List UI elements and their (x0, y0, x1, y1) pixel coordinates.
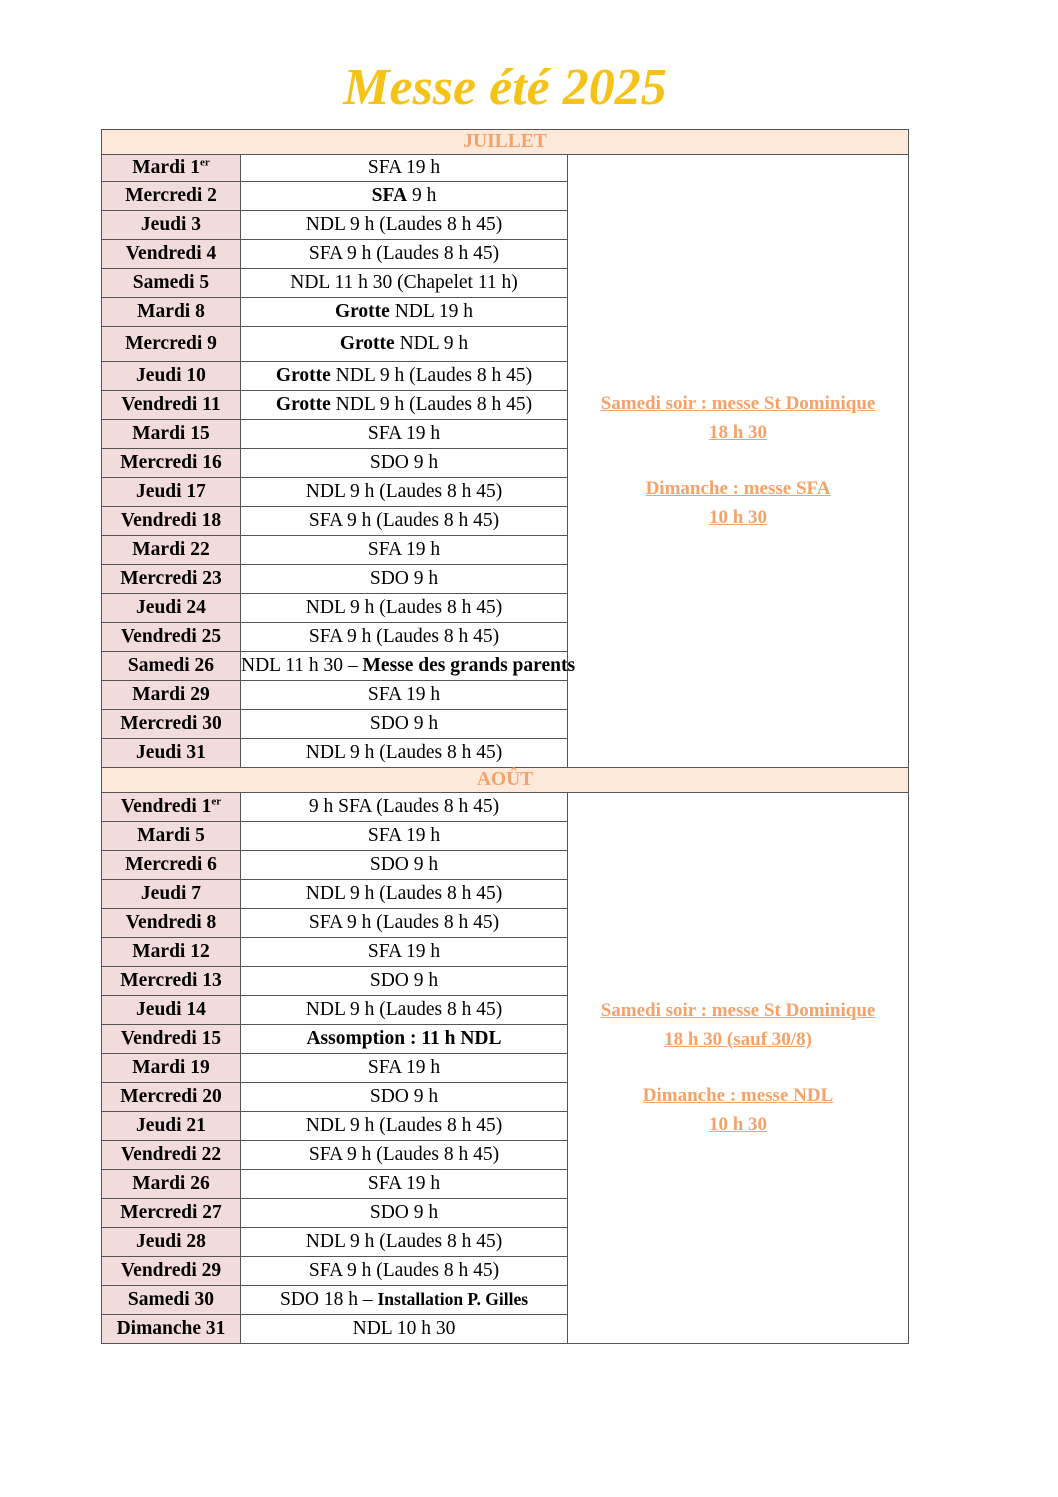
day-label: Jeudi 3 (140, 214, 202, 235)
saturday-mass-label: Samedi soir : messe St Dominique (600, 1000, 876, 1021)
mass-details: SDO 9 h (369, 568, 439, 589)
mass-details: SFA 9 h (Laudes 8 h 45) (308, 626, 500, 647)
mass-details: NDL 11 h 30 – (241, 655, 363, 676)
mass-cell (241, 507, 568, 536)
month-header-row (102, 768, 909, 793)
mass-details: NDL 9 h (Laudes 8 h 45) (305, 742, 503, 763)
mass-details: NDL 9 h (Laudes 8 h 45) (305, 999, 503, 1020)
mass-cell (241, 880, 568, 909)
day-label: Mercredi 23 (120, 568, 222, 589)
day-label: Vendredi 11 (121, 394, 221, 415)
mass-cell (241, 327, 568, 362)
mass-schedule-table (101, 129, 909, 1344)
day-label: Vendredi 4 (125, 243, 217, 264)
mass-details: NDL 9 h (Laudes 8 h 45) (305, 1231, 503, 1252)
month-header-row (102, 130, 909, 155)
mass-details: SFA 19 h (367, 684, 441, 705)
day-label: Mardi 26 (132, 1173, 210, 1194)
mass-highlight: Grotte (275, 394, 331, 415)
day-label: Mercredi 2 (125, 185, 217, 206)
mass-details: SDO 18 h – (279, 1289, 378, 1310)
mass-cell (241, 240, 568, 269)
day-cell (102, 710, 241, 739)
day-label: Mardi 5 (137, 825, 205, 846)
day-label: Mercredi 30 (120, 713, 222, 734)
mass-details: NDL 9 h (Laudes 8 h 45) (305, 597, 503, 618)
day-cell (102, 565, 241, 594)
mass-cell (241, 1228, 568, 1257)
mass-details: NDL 19 h (389, 301, 474, 322)
mass-event: Installation P. Gilles (377, 1289, 529, 1309)
mass-cell (241, 1141, 568, 1170)
mass-cell (241, 1199, 568, 1228)
mass-cell (241, 536, 568, 565)
day-cell (102, 909, 241, 938)
mass-details: SFA 19 h (367, 157, 441, 178)
day-cell (102, 155, 241, 182)
saturday-mass-label: Samedi soir : messe St Dominique (600, 393, 876, 414)
notes-spacer (568, 447, 908, 475)
mass-details: 9 h SFA (Laudes 8 h 45) (308, 796, 500, 817)
day-label: Samedi 30 (127, 1289, 215, 1310)
day-cell (102, 182, 241, 211)
day-label: Vendredi 1 (120, 796, 212, 817)
mass-cell (241, 967, 568, 996)
mass-cell (241, 155, 568, 182)
day-label: Vendredi 15 (120, 1028, 222, 1049)
day-cell (102, 793, 241, 822)
mass-details: SFA 9 h (Laudes 8 h 45) (308, 1260, 500, 1281)
mass-cell (241, 1025, 568, 1054)
saturday-mass-time: 18 h 30 (708, 421, 768, 443)
mass-details: SDO 9 h (369, 1086, 439, 1107)
mass-event: Messe des grands parents (362, 655, 576, 676)
day-cell (102, 623, 241, 652)
day-label: Mardi 12 (132, 941, 210, 962)
day-cell (102, 938, 241, 967)
mass-cell (241, 822, 568, 851)
mass-details: NDL 9 h (Laudes 8 h 45) (305, 214, 503, 235)
day-cell (102, 822, 241, 851)
day-label: Jeudi 7 (140, 883, 202, 904)
mass-details: NDL 10 h 30 (352, 1318, 456, 1339)
day-label: Mercredi 27 (120, 1202, 222, 1223)
day-label: Samedi 5 (132, 272, 210, 293)
mass-cell (241, 710, 568, 739)
weekend-notes-cell (568, 793, 909, 1344)
mass-cell (241, 1112, 568, 1141)
day-cell (102, 1315, 241, 1344)
mass-cell (241, 1315, 568, 1344)
mass-details: NDL 9 h (Laudes 8 h 45) (305, 481, 503, 502)
day-cell (102, 594, 241, 623)
day-cell (102, 1025, 241, 1054)
mass-details: NDL 9 h (Laudes 8 h 45) (330, 365, 533, 386)
mass-cell (241, 1257, 568, 1286)
day-label: Vendredi 25 (120, 626, 222, 647)
day-label: Mardi 29 (132, 684, 210, 705)
schedule-row (102, 793, 909, 822)
day-label: Jeudi 31 (136, 742, 206, 763)
notes-spacer (568, 1054, 908, 1082)
weekend-notes (568, 997, 908, 1139)
day-cell (102, 507, 241, 536)
mass-cell (241, 909, 568, 938)
month-name: JUILLET (102, 130, 909, 155)
mass-details: SFA 19 h (367, 539, 441, 560)
saturday-mass-time: 18 h 30 (sauf 30/8) (664, 1028, 812, 1050)
day-cell (102, 536, 241, 565)
day-cell (102, 1083, 241, 1112)
day-label: Jeudi 21 (136, 1115, 206, 1136)
mass-cell (241, 478, 568, 507)
weekend-notes-cell (568, 155, 909, 768)
day-cell (102, 327, 241, 362)
month-name: AOÛT (102, 768, 909, 793)
day-label: Mercredi 9 (125, 333, 217, 354)
day-label: Mardi 19 (132, 1057, 210, 1078)
sunday-mass-time: 10 h 30 (708, 506, 768, 528)
mass-details: NDL 9 h (394, 333, 469, 354)
page-title: Messe été 2025 (343, 59, 667, 116)
day-cell (102, 391, 241, 420)
mass-details: NDL 9 h (Laudes 8 h 45) (330, 394, 533, 415)
mass-cell (241, 182, 568, 211)
mass-details: SDO 9 h (369, 970, 439, 991)
day-cell (102, 967, 241, 996)
mass-cell (241, 269, 568, 298)
mass-details: SFA 19 h (367, 1173, 441, 1194)
mass-cell (241, 793, 568, 822)
mass-highlight: Grotte (334, 301, 390, 322)
mass-cell (241, 739, 568, 768)
mass-cell (241, 938, 568, 967)
mass-cell (241, 362, 568, 391)
day-label: Samedi 26 (127, 655, 215, 676)
mass-details: SFA 9 h (Laudes 8 h 45) (308, 243, 500, 264)
mass-cell (241, 851, 568, 880)
mass-highlight: Grotte (275, 365, 331, 386)
mass-highlight: SFA (371, 185, 408, 206)
weekend-notes (568, 390, 908, 532)
day-cell (102, 1286, 241, 1315)
day-label: Mardi 8 (137, 301, 205, 322)
day-label: Jeudi 28 (136, 1231, 206, 1252)
ordinal-suffix: er (199, 156, 210, 169)
day-cell (102, 1257, 241, 1286)
schedule-row (102, 155, 909, 182)
day-cell (102, 211, 241, 240)
day-label: Jeudi 10 (136, 365, 206, 386)
day-cell (102, 1112, 241, 1141)
day-cell (102, 449, 241, 478)
mass-cell (241, 1054, 568, 1083)
mass-cell (241, 1083, 568, 1112)
mass-cell (241, 1170, 568, 1199)
mass-details: SFA 19 h (367, 1057, 441, 1078)
day-label: Vendredi 18 (120, 510, 222, 531)
day-cell (102, 652, 241, 681)
mass-details: SFA 9 h (Laudes 8 h 45) (308, 510, 500, 531)
day-cell (102, 1141, 241, 1170)
day-label: Mercredi 20 (120, 1086, 222, 1107)
day-label: Mardi 22 (132, 539, 210, 560)
mass-details: SDO 9 h (369, 713, 439, 734)
mass-details: 9 h (407, 185, 437, 206)
day-cell (102, 681, 241, 710)
day-label: Vendredi 29 (120, 1260, 222, 1281)
day-label: Jeudi 17 (136, 481, 206, 502)
day-cell (102, 1054, 241, 1083)
mass-details: NDL 9 h (Laudes 8 h 45) (305, 883, 503, 904)
mass-cell (241, 449, 568, 478)
sunday-mass-label: Dimanche : messe SFA (645, 478, 831, 499)
mass-cell (241, 565, 568, 594)
day-label: Mardi 1 (132, 157, 200, 178)
day-label: Mardi 15 (132, 423, 210, 444)
day-cell (102, 298, 241, 327)
mass-cell (241, 623, 568, 652)
day-label: Mercredi 16 (120, 452, 222, 473)
day-cell (102, 478, 241, 507)
mass-highlight: Assomption : 11 h NDL (306, 1028, 502, 1049)
day-cell (102, 880, 241, 909)
day-label: Mercredi 6 (125, 854, 217, 875)
mass-details: NDL 9 h (Laudes 8 h 45) (305, 1115, 503, 1136)
mass-details: SDO 9 h (369, 1202, 439, 1223)
sunday-mass-time: 10 h 30 (708, 1113, 768, 1135)
mass-cell (241, 681, 568, 710)
sunday-mass-label: Dimanche : messe NDL (642, 1085, 834, 1106)
day-label: Vendredi 22 (120, 1144, 222, 1165)
mass-details: SFA 19 h (367, 825, 441, 846)
day-cell (102, 1199, 241, 1228)
mass-cell (241, 1286, 568, 1315)
mass-cell (241, 211, 568, 240)
mass-cell (241, 298, 568, 327)
mass-cell (241, 652, 576, 681)
day-label: Dimanche 31 (116, 1318, 226, 1339)
day-cell (102, 851, 241, 880)
mass-cell (241, 391, 568, 420)
mass-details: NDL 11 h 30 (Chapelet 11 h) (290, 272, 518, 293)
day-cell (102, 1170, 241, 1199)
mass-details: SFA 9 h (Laudes 8 h 45) (308, 1144, 500, 1165)
mass-details: SFA 19 h (367, 941, 441, 962)
day-label: Vendredi 8 (125, 912, 217, 933)
day-cell (102, 269, 241, 298)
ordinal-suffix: er (211, 795, 222, 808)
day-label: Mercredi 13 (120, 970, 222, 991)
mass-details: SFA 19 h (367, 423, 441, 444)
mass-highlight: Grotte (339, 333, 395, 354)
day-label: Jeudi 24 (136, 597, 206, 618)
mass-details: SFA 9 h (Laudes 8 h 45) (308, 912, 500, 933)
day-cell (102, 362, 241, 391)
mass-details: SDO 9 h (369, 854, 439, 875)
day-cell (102, 996, 241, 1025)
day-cell (102, 420, 241, 449)
mass-details: SDO 9 h (369, 452, 439, 473)
mass-cell (241, 420, 568, 449)
mass-cell (241, 594, 568, 623)
mass-cell (241, 996, 568, 1025)
day-cell (102, 1228, 241, 1257)
day-cell (102, 739, 241, 768)
day-cell (102, 240, 241, 269)
day-label: Jeudi 14 (136, 999, 206, 1020)
